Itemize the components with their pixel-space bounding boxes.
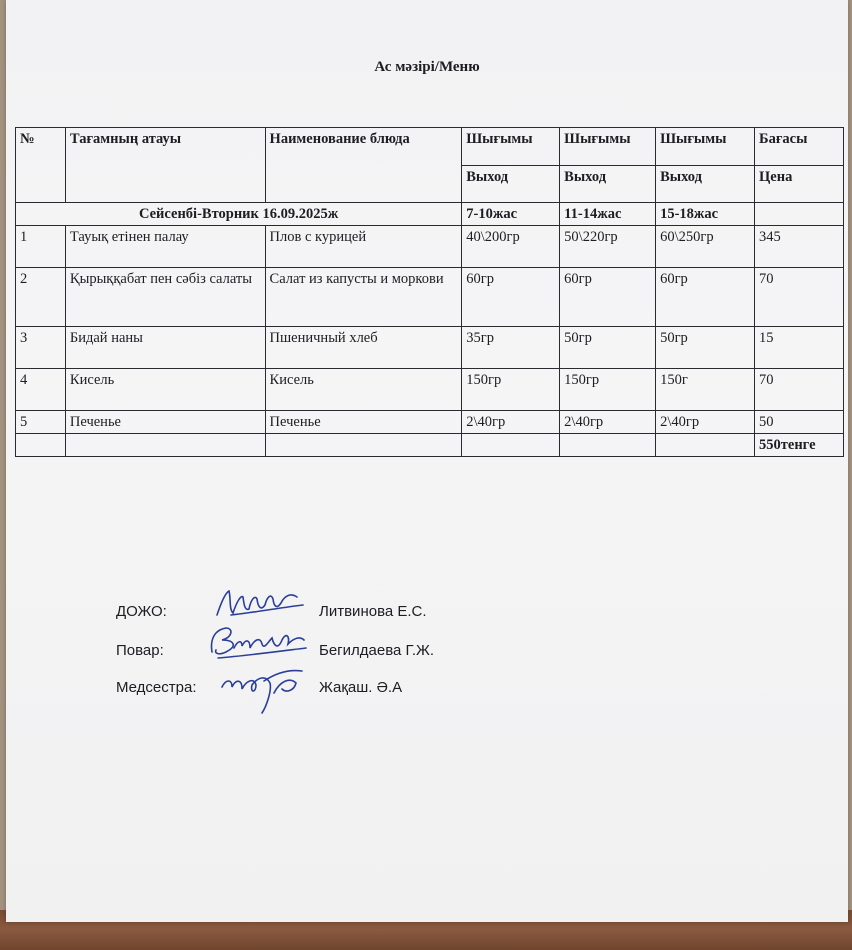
row-name-ru: Печенье <box>265 411 462 434</box>
row-price: 70 <box>755 369 844 411</box>
total-empty-cell <box>656 434 755 457</box>
row-price: 50 <box>755 411 844 434</box>
table-row <box>16 327 844 369</box>
subheader-output-1: Выход <box>462 166 560 203</box>
day-row-empty <box>755 203 844 226</box>
table-row <box>16 411 844 434</box>
subheader-output-3: Выход <box>656 166 755 203</box>
day-row <box>16 203 844 226</box>
row-name-ru: Пшеничный хлеб <box>265 327 462 369</box>
row-output-3: 60гр <box>656 268 755 327</box>
row-num: 4 <box>16 369 66 411</box>
signature-name: Литвинова Е.С. <box>319 603 427 620</box>
table-row <box>16 226 844 268</box>
row-output-1: 35гр <box>462 327 560 369</box>
table-header-row <box>16 128 844 166</box>
row-name-ru: Кисель <box>265 369 462 411</box>
signature-scribble-cook <box>204 622 314 664</box>
row-price: 70 <box>755 268 844 327</box>
total-empty-cell <box>560 434 656 457</box>
table-row <box>16 369 844 411</box>
row-name-kz: Қырыққабат пен сәбіз салаты <box>65 268 265 327</box>
signature-name: Бегилдаева Г.Ж. <box>319 642 435 659</box>
row-name-ru: Плов с курицей <box>265 226 462 268</box>
row-name-kz: Кисель <box>65 369 265 411</box>
row-name-ru: Салат из капусты и моркови <box>265 268 462 327</box>
row-output-1: 2\40гр <box>462 411 560 434</box>
total-empty-cell <box>462 434 560 457</box>
total-row <box>16 434 844 457</box>
header-name-kz: Тағамның атауы <box>65 128 265 203</box>
table-row <box>16 268 844 327</box>
row-output-1: 150гр <box>462 369 560 411</box>
row-num: 2 <box>16 268 66 327</box>
page-title: Ас мәзірі/Меню <box>374 59 480 75</box>
header-output-1: Шығымы <box>462 128 560 166</box>
row-num: 1 <box>16 226 66 268</box>
row-output-2: 50\220гр <box>560 226 656 268</box>
row-output-2: 50гр <box>560 327 656 369</box>
row-price: 15 <box>755 327 844 369</box>
row-num: 5 <box>16 411 66 434</box>
row-num: 3 <box>16 327 66 369</box>
row-name-kz: Печенье <box>65 411 265 434</box>
total-empty-cell <box>65 434 265 457</box>
row-price: 345 <box>755 226 844 268</box>
total-empty-cell <box>16 434 66 457</box>
row-output-1: 40\200гр <box>462 226 560 268</box>
row-name-kz: Бидай наны <box>65 327 265 369</box>
total-empty-cell <box>265 434 462 457</box>
signature-role: Повар: <box>116 642 164 659</box>
subheader-price: Цена <box>755 166 844 203</box>
signature-role: ДОЖО: <box>116 603 167 620</box>
day-label: Сейсенбі-Вторник 16.09.2025ж <box>16 203 462 226</box>
row-output-2: 60гр <box>560 268 656 327</box>
signature-scribble-head <box>211 585 311 623</box>
row-output-3: 60\250гр <box>656 226 755 268</box>
subheader-output-2: Выход <box>560 166 656 203</box>
row-output-3: 50гр <box>656 327 755 369</box>
signature-scribble-nurse <box>216 663 312 715</box>
row-output-3: 150г <box>656 369 755 411</box>
signature-name: Жақаш. Ә.А <box>319 679 403 696</box>
row-name-kz: Тауық етінен палау <box>65 226 265 268</box>
signature-role: Медсестра: <box>116 679 197 696</box>
row-output-2: 150гр <box>560 369 656 411</box>
header-price: Бағасы <box>755 128 844 166</box>
total-price: 550тенге <box>755 434 844 457</box>
age-group-3: 15-18жас <box>656 203 755 226</box>
age-group-1: 7-10жас <box>462 203 560 226</box>
row-output-3: 2\40гр <box>656 411 755 434</box>
header-name-ru: Наименование блюда <box>265 128 462 203</box>
row-output-1: 60гр <box>462 268 560 327</box>
header-num: № <box>16 128 66 203</box>
header-output-3: Шығымы <box>656 128 755 166</box>
paper-sheet <box>6 0 848 922</box>
row-output-2: 2\40гр <box>560 411 656 434</box>
header-output-2: Шығымы <box>560 128 656 166</box>
menu-table <box>15 127 844 457</box>
age-group-2: 11-14жас <box>560 203 656 226</box>
